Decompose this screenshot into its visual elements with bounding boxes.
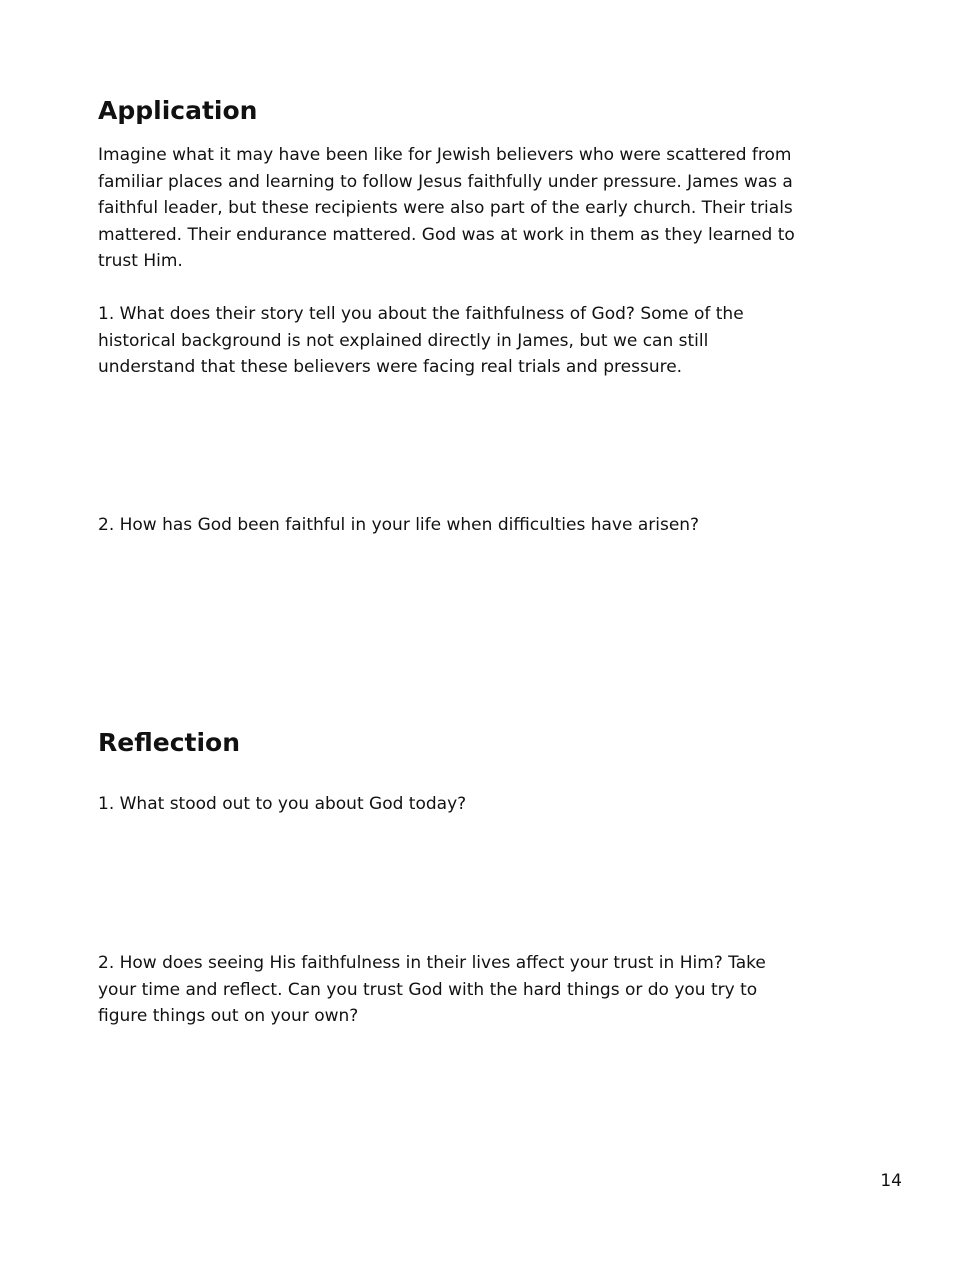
intro-line: faithful leader, but these recipients were also part of the early church. Their trials [98, 198, 793, 218]
question-line: understand that these believers were facing real trials and pressure. [98, 357, 683, 377]
application-question-1 [98, 301, 898, 381]
reflection-heading: Reflection [98, 728, 241, 757]
reflection-question-2 [98, 950, 898, 1030]
page-number: 14 [880, 1171, 902, 1191]
question-line: historical background is not explained directly in James, but we can still [98, 330, 709, 351]
question-line: 1. What stood out to you about God today? [98, 794, 467, 814]
question-line: figure things out on your own? [98, 1006, 359, 1026]
application-question-2 [98, 512, 898, 539]
question-line: your time and reflect. Can you trust God with the hard things or do you try to [98, 979, 758, 1000]
intro-line: Imagine what it may have been like for Jewish believers who were scattered from [98, 145, 792, 165]
application-intro-paragraph [98, 142, 898, 275]
question-line: 1. What does their story tell you about the faithfulness of God? Some of the [98, 304, 744, 324]
intro-line: mattered. Their endurance mattered. God was at work in them as they learned to [98, 224, 795, 245]
intro-line: trust Him. [98, 251, 183, 271]
application-heading: Application [98, 96, 258, 125]
question-line: 2. How does seeing His faithfulness in their lives affect your trust in Him? Take [98, 953, 766, 973]
intro-line: familiar places and learning to follow Jesus faithfully under pressure. James was a [98, 171, 793, 192]
question-line: 2. How has God been faithful in your life when difficulties have arisen? [98, 515, 700, 535]
reflection-question-1 [98, 791, 898, 818]
